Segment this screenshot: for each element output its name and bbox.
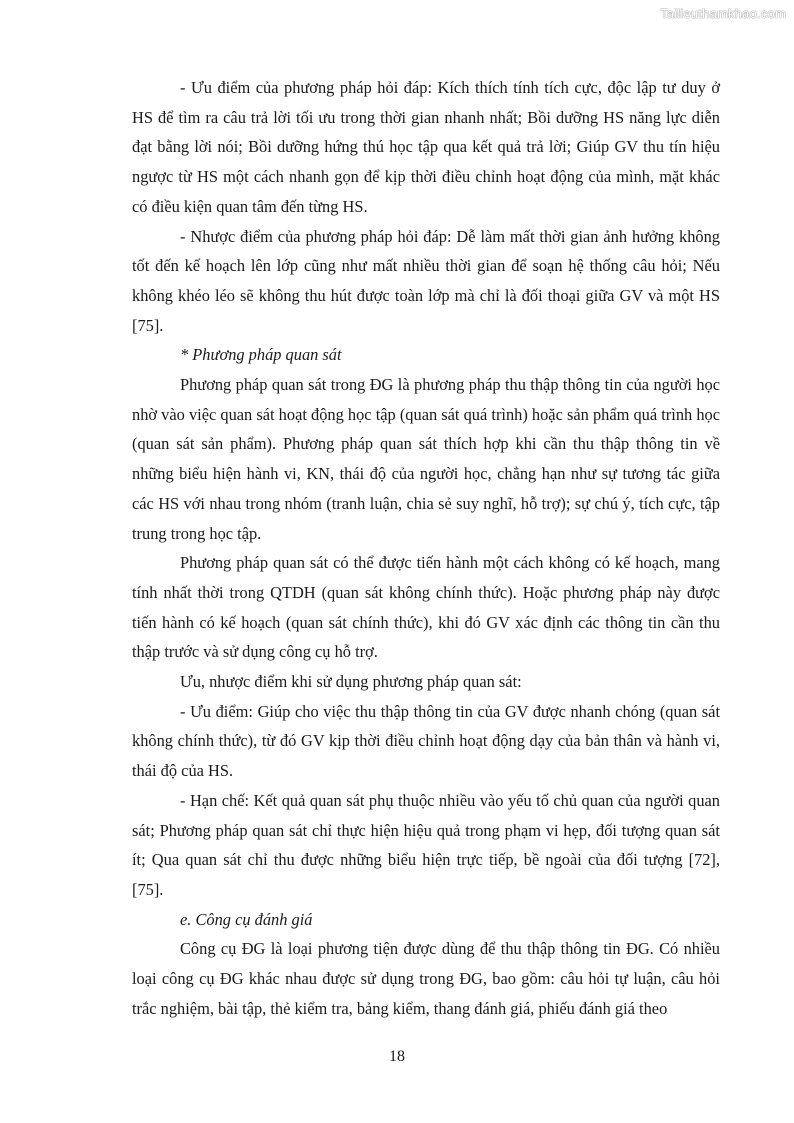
paragraph-assessment-tools: Công cụ ĐG là loại phương tiện được dùng để thu thập thông tin ĐG. Có nhiều loại công cụ ĐG khác nhau được sử dụng trong ĐG, bao gồm: câu hỏi tự luận, câu hỏi trắc nghiệm, bài tập, thẻ kiểm tra, bảng kiểm, thang đánh giá, phiếu đánh giá theo — [132, 939, 720, 1018]
page-number: 18 — [389, 1048, 405, 1065]
paragraph-observation-advantages: - Ưu điểm: Giúp cho việc thu thập thông tin của GV được nhanh chóng (quan sát không chính thức), từ đó GV kịp thời điều chỉnh hoạt động dạy của bản thân và hành vi, thái độ của HS. — [132, 701, 720, 781]
document-body — [132, 73, 720, 1024]
paragraph-observation-limitations: - Hạn chế: Kết quả quan sát phụ thuộc nhiều vào yếu tố chủ quan của người quan sát; Phương pháp quan sát chỉ thực hiện hiệu quả trong phạm vi hẹp, đối tượng quan sát ít; Qua quan sát chỉ thu được những biểu hiện trực tiếp, bề ngoài của đối tượng [72], [75]. — [132, 790, 720, 899]
watermark: Tailieuthamkhao.com — [660, 6, 786, 21]
section-heading-observation: * Phương pháp quan sát — [180, 345, 342, 365]
section-heading-assessment-tools: e. Công cụ đánh giá — [180, 909, 313, 929]
paragraph-observation-pros-cons-intro: Ưu, nhược điểm khi sử dụng phương pháp quan sát: — [180, 672, 522, 692]
paragraph-observation-planning: Phương pháp quan sát có thể được tiến hành một cách không có kế hoạch, mang tính nhất thời trong QTDH (quan sát không chính thức). Hoặc phương pháp này được tiến hành có kế hoạch (quan sát chính thức), khi đó GV xác định các thông tin cần thu thập trước và sử dụng công cụ hỗ trợ. — [132, 553, 720, 662]
paragraph-observation-definition: Phương pháp quan sát trong ĐG là phương pháp thu thập thông tin của người học nhờ vào việc quan sát hoạt động học tập (quan sát quá trình) hoặc sản phẩm quá trình học (quan sát sản phẩm). Phương pháp quan sát thích hợp khi cần thu thập thông tin về những biểu hiện hành vi, KN, thái độ của người học, chẳng hạn như sự tương tác giữa các HS với nhau trong nhóm (tranh luận, chia sẻ suy nghĩ, hỗ trợ); sự chú ý, tích cực, tập trung trong học tập. — [132, 375, 720, 543]
paragraph-qa-advantages: - Ưu điểm của phương pháp hỏi đáp: Kích thích tính tích cực, độc lập tư duy ở HS để tìm ra câu trả lời tối ưu trong thời gian nhanh nhất; Bồi dưỡng HS năng lực diễn đạt bằng lời nói; Bồi dưỡng hứng thú học tập qua kết quả trả lời; Giúp GV thu tín hiệu ngược từ HS một cách nhanh gọn để kịp thời điều chỉnh hoạt động của mình, mặt khác có điều kiện quan tâm đến từng HS. — [132, 78, 720, 216]
paragraph-qa-disadvantages: - Nhược điểm của phương pháp hỏi đáp: Dễ làm mất thời gian ảnh hưởng không tốt đến kế hoạch lên lớp cũng như mất nhiều thời gian để soạn hệ thống câu hỏi; Nếu không khéo léo sẽ không thu hút được toàn lớp mà chỉ là đối thoại giữa GV và một HS [75]. — [132, 226, 720, 335]
